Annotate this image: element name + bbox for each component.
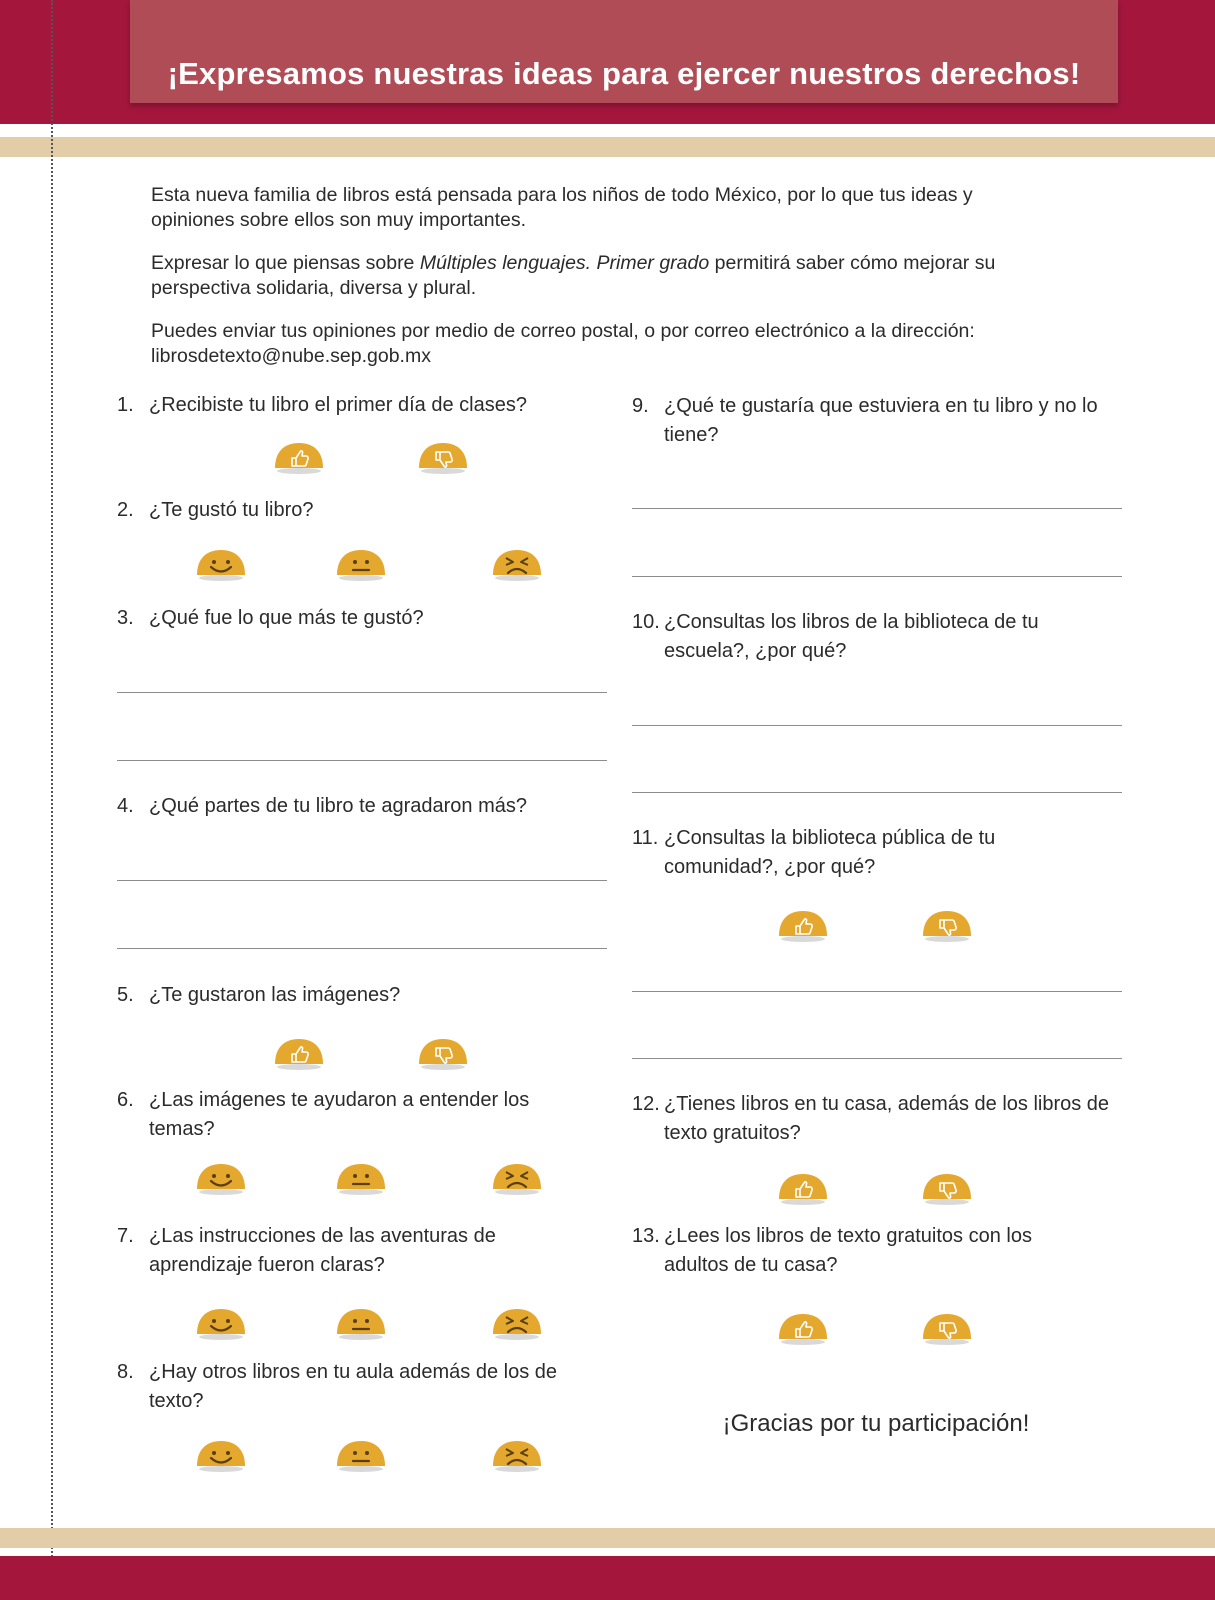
neutral-face-icon[interactable]	[335, 1307, 387, 1339]
answer-line[interactable]	[632, 991, 1122, 992]
question-number: 12.	[632, 1093, 660, 1115]
happy-face-icon[interactable]	[195, 1162, 247, 1194]
thumbs-up-icon[interactable]	[777, 1312, 829, 1344]
question-number: 5.	[117, 984, 134, 1006]
question-text: ¿Las imágenes te ayudaron a entender los	[149, 1089, 530, 1111]
book-title: Múltiples lenguajes. Primer grado	[419, 252, 710, 274]
question-text: ¿Qué te gustaría que estuviera en tu libro y no lo	[664, 395, 1098, 417]
answer-line[interactable]	[117, 760, 607, 761]
question-text-cont: texto gratuitos?	[664, 1122, 801, 1144]
answer-line[interactable]	[117, 948, 607, 949]
thumbs-up-icon[interactable]	[273, 1037, 325, 1069]
happy-face-icon[interactable]	[195, 1307, 247, 1339]
question-number: 8.	[117, 1361, 134, 1383]
question-number: 10.	[632, 611, 660, 633]
happy-face-icon[interactable]	[195, 548, 247, 580]
cut-line	[51, 0, 53, 1600]
question-text: ¿Qué fue lo que más te gustó?	[149, 607, 424, 629]
thumbs-down-icon[interactable]	[417, 441, 469, 473]
question-text-cont: temas?	[149, 1118, 215, 1140]
neutral-face-icon[interactable]	[335, 1439, 387, 1471]
decorative-stripe-bottom	[0, 1528, 1215, 1548]
angry-face-icon[interactable]	[491, 548, 543, 580]
question-number: 1.	[117, 394, 134, 416]
question-number: 7.	[117, 1225, 134, 1247]
question-text: ¿Recibiste tu libro el primer día de clases?	[149, 394, 527, 416]
thumbs-down-icon[interactable]	[921, 1172, 973, 1204]
thumbs-up-icon[interactable]	[777, 1172, 829, 1204]
footer-band	[0, 1556, 1215, 1600]
question-number: 13.	[632, 1225, 660, 1247]
answer-line[interactable]	[632, 725, 1122, 726]
question-text-cont: comunidad?, ¿por qué?	[664, 856, 876, 878]
title-box	[130, 0, 1118, 103]
neutral-face-icon[interactable]	[335, 548, 387, 580]
question-text: ¿Lees los libros de texto gratuitos con los	[664, 1225, 1032, 1247]
question-number: 11.	[632, 827, 659, 849]
intro-paragraph-2	[151, 251, 1031, 301]
thumbs-down-icon[interactable]	[417, 1037, 469, 1069]
question-text-cont: escuela?, ¿por qué?	[664, 640, 847, 662]
question-text: ¿Consultas los libros de la biblioteca de tu	[664, 611, 1039, 633]
question-text-cont: aprendizaje fueron claras?	[149, 1254, 385, 1276]
happy-face-icon[interactable]	[195, 1439, 247, 1471]
question-text-cont: texto?	[149, 1390, 204, 1412]
thumbs-up-icon[interactable]	[273, 441, 325, 473]
question-text: ¿Las instrucciones de las aventuras de	[149, 1225, 496, 1247]
intro-paragraph-1: Esta nueva familia de libros está pensada para los niños de todo México, por lo que tus ideas y opiniones sobre ellos son muy importantes.	[151, 184, 973, 231]
angry-face-icon[interactable]	[491, 1162, 543, 1194]
question-number: 6.	[117, 1089, 134, 1111]
angry-face-icon[interactable]	[491, 1439, 543, 1471]
intro-text: Expresar lo que piensas sobre	[151, 252, 420, 274]
question-text: ¿Te gustaron las imágenes?	[149, 984, 401, 1006]
decorative-stripe-top	[0, 137, 1215, 157]
answer-line[interactable]	[632, 508, 1122, 509]
answer-line[interactable]	[632, 576, 1122, 577]
question-text: ¿Tienes libros en tu casa, además de los libros de	[664, 1093, 1110, 1115]
neutral-face-icon[interactable]	[335, 1162, 387, 1194]
question-text: ¿Consultas la biblioteca pública de tu	[664, 827, 996, 849]
question-text-cont: adultos de tu casa?	[664, 1254, 838, 1276]
question-text-cont: tiene?	[664, 424, 719, 446]
intro-text: permitirá saber cómo mejorar su perspectiva solidaria, diversa y plural.	[151, 252, 996, 299]
question-text: ¿Qué partes de tu libro te agradaron más?	[149, 795, 527, 817]
answer-line[interactable]	[117, 692, 607, 693]
answer-line[interactable]	[632, 1058, 1122, 1059]
question-number: 4.	[117, 795, 134, 817]
thumbs-down-icon[interactable]	[921, 1312, 973, 1344]
question-number: 3.	[117, 607, 134, 629]
page-title: ¡Expresamos nuestras ideas para ejercer nuestros derechos!	[167, 56, 1081, 91]
question-text: ¿Hay otros libros en tu aula además de los de	[149, 1361, 557, 1383]
angry-face-icon[interactable]	[491, 1307, 543, 1339]
closing-message: ¡Gracias por tu participación!	[722, 1410, 1030, 1437]
question-number: 9.	[632, 395, 649, 417]
question-number: 2.	[117, 499, 134, 521]
intro-paragraph-3: Puedes enviar tus opiniones por medio de correo postal, o por correo electrónico a la dirección: librosdetexto@nube.sep.gob.mx	[151, 320, 975, 367]
thumbs-up-icon[interactable]	[777, 909, 829, 941]
answer-line[interactable]	[117, 880, 607, 881]
thumbs-down-icon[interactable]	[921, 909, 973, 941]
answer-line[interactable]	[632, 792, 1122, 793]
question-text: ¿Te gustó tu libro?	[149, 499, 314, 521]
